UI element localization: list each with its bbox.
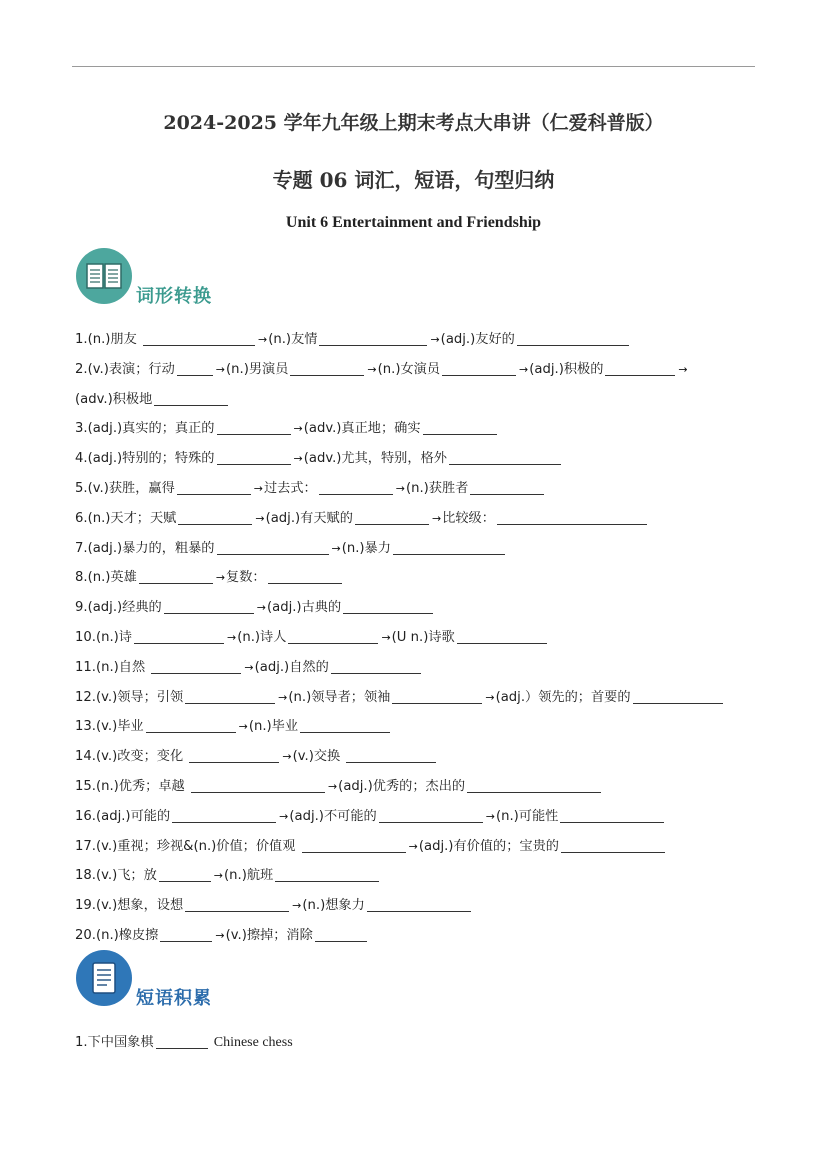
list-item: 15.(n.)优秀；卓越 →(adj.)优秀的；杰出的: [75, 772, 757, 802]
list-item: 14.(v.)改变；变化 →(v.)交换: [75, 742, 757, 772]
answer-blank[interactable]: [331, 659, 421, 674]
answer-blank[interactable]: [217, 540, 329, 555]
arrow-icon: →: [279, 809, 289, 823]
list-item: 7.(adj.)暴力的，粗暴的 →(n.)暴力: [75, 534, 757, 564]
answer-blank[interactable]: [178, 510, 252, 525]
answer-blank[interactable]: [355, 510, 429, 525]
answer-blank[interactable]: [217, 420, 291, 435]
arrow-icon: →: [327, 779, 338, 793]
list-item: 2.(v.)表演；行动 →(n.)男演员 →(n.)女演员 →(adj.)积极的 →: [75, 361, 688, 377]
answer-blank[interactable]: [177, 361, 213, 376]
arrow-icon: →: [238, 720, 248, 734]
list-item: 9.(adj.)经典的 →(adj.)古典的: [75, 593, 757, 623]
header-rule: [72, 66, 755, 67]
arrow-icon: →: [253, 481, 263, 495]
answer-blank[interactable]: [467, 778, 601, 793]
answer-blank[interactable]: [177, 480, 251, 495]
arrow-icon: →: [227, 630, 237, 644]
arrow-icon: →: [519, 362, 529, 376]
list-item: 4.(adj.)特别的；特殊的 →(adv.)尤其，特别，格外: [75, 444, 757, 474]
word-form-list: [75, 325, 757, 951]
arrow-icon: →: [215, 928, 225, 942]
answer-blank[interactable]: [151, 659, 241, 674]
list-item: 16.(adj.)可能的 →(adj.)不可能的 →(n.)可能性: [75, 802, 757, 832]
section-word-forms: [76, 248, 376, 308]
arrow-icon: →: [293, 422, 303, 436]
arrow-icon: →: [244, 660, 254, 674]
answer-blank[interactable]: [346, 748, 436, 763]
answer-blank[interactable]: [268, 569, 342, 584]
answer-blank[interactable]: [517, 331, 629, 346]
arrow-icon: →: [431, 511, 442, 525]
list-item: 20.(n.)橡皮擦 →(v.)擦掉；消除: [75, 921, 757, 951]
arrow-icon: →: [395, 481, 405, 495]
arrow-icon: →: [255, 511, 265, 525]
topic-title: 专题 06 词汇，短语，句型归纳: [272, 168, 555, 192]
answer-blank[interactable]: [156, 1034, 208, 1049]
answer-blank[interactable]: [160, 927, 212, 942]
arrow-icon: →: [256, 601, 266, 615]
answer-blank[interactable]: [290, 361, 364, 376]
phrase-item: 1.下中国象棋 Chinese chess: [75, 1035, 293, 1050]
arrow-icon: →: [678, 362, 688, 376]
answer-blank[interactable]: [159, 867, 211, 882]
list-item: 19.(v.)想象，设想 →(n.)想象力: [75, 891, 757, 921]
answer-blank[interactable]: [185, 897, 289, 912]
arrow-icon: →: [331, 541, 341, 555]
answer-blank[interactable]: [605, 361, 675, 376]
answer-blank[interactable]: [315, 927, 367, 942]
list-item: 3.(adj.)真实的；真正的 →(adv.)真正地；确实: [75, 414, 757, 444]
answer-blank[interactable]: [392, 689, 482, 704]
arrow-icon: →: [381, 630, 391, 644]
answer-blank[interactable]: [379, 808, 483, 823]
arrow-icon: →: [215, 571, 226, 585]
book-icon: [76, 248, 132, 304]
answer-blank[interactable]: [302, 838, 406, 853]
answer-blank[interactable]: [633, 689, 723, 704]
answer-blank[interactable]: [275, 867, 379, 882]
list-item: 5.(v.)获胜，赢得 →过去式： →(n.)获胜者: [75, 474, 757, 504]
arrow-icon: →: [485, 690, 495, 704]
arrow-icon: →: [258, 333, 268, 346]
answer-blank[interactable]: [319, 480, 393, 495]
list-item: 1.(n.)朋友 →(n.)友情 →(adj.)友好的: [75, 325, 757, 355]
arrow-icon: →: [367, 362, 377, 376]
answer-blank[interactable]: [146, 718, 236, 733]
list-item: 10.(n.)诗 →(n.)诗人 →(U n.)诗歌: [75, 623, 757, 653]
answer-blank[interactable]: [164, 599, 254, 614]
answer-blank[interactable]: [343, 599, 433, 614]
arrow-icon: →: [293, 452, 303, 466]
answer-blank[interactable]: [319, 331, 427, 346]
arrow-icon: →: [292, 899, 302, 913]
answer-blank[interactable]: [449, 450, 561, 465]
list-item: 17.(v.)重视；珍视&(n.)价值；价值观 →(adj.)有价值的；宝贵的: [75, 832, 757, 862]
arrow-icon: →: [278, 690, 288, 704]
arrow-icon: →: [408, 839, 418, 853]
answer-blank[interactable]: [561, 838, 665, 853]
list-item: 12.(v.)领导；引领 →(n.)领导者；领袖 →(adj.）领先的；首要的: [75, 683, 757, 713]
answer-blank[interactable]: [139, 569, 213, 584]
arrow-icon: →: [430, 333, 440, 346]
list-item: 6.(n.)天才；天赋 →(adj.)有天赋的 →比较级：: [75, 504, 757, 534]
unit-title: Unit 6 Entertainment and Friendship: [285, 214, 542, 231]
answer-blank[interactable]: [154, 391, 228, 406]
arrow-icon: →: [485, 809, 495, 823]
answer-blank[interactable]: [393, 540, 505, 555]
answer-blank[interactable]: [457, 629, 547, 644]
arrow-icon: →: [215, 362, 225, 376]
list-item: 13.(v.)毕业 →(n.)毕业: [75, 712, 757, 742]
answer-blank[interactable]: [217, 450, 291, 465]
answer-blank[interactable]: [423, 420, 497, 435]
answer-blank[interactable]: [300, 718, 390, 733]
document-icon: [76, 950, 132, 1006]
section-label: 短语积累: [136, 988, 212, 1009]
answer-blank[interactable]: [143, 331, 255, 346]
answer-blank[interactable]: [560, 808, 664, 823]
answer-blank[interactable]: [172, 808, 276, 823]
answer-blank[interactable]: [191, 778, 325, 793]
answer-blank[interactable]: [134, 629, 224, 644]
arrow-icon: →: [282, 750, 292, 764]
answer-blank[interactable]: [189, 748, 279, 763]
answer-blank[interactable]: [367, 897, 471, 912]
list-item: 11.(n.)自然 →(adj.)自然的: [75, 653, 757, 683]
section-label: 词形转换: [136, 286, 212, 307]
answer-blank[interactable]: [470, 480, 544, 495]
page-title: 2024-2025 学年九年级上期末考点大串讲（仁爱科普版）: [163, 112, 664, 134]
answer-blank[interactable]: [442, 361, 516, 376]
list-item: 8.(n.)英雄 →复数：: [75, 563, 757, 593]
section-phrases: [76, 950, 376, 1010]
answer-blank[interactable]: [288, 629, 378, 644]
answer-blank[interactable]: [497, 510, 647, 525]
arrow-icon: →: [213, 869, 224, 883]
list-item: (adv.)积极地: [75, 385, 757, 415]
answer-blank[interactable]: [185, 689, 275, 704]
list-item: 18.(v.)飞；放 →(n.)航班: [75, 861, 757, 891]
